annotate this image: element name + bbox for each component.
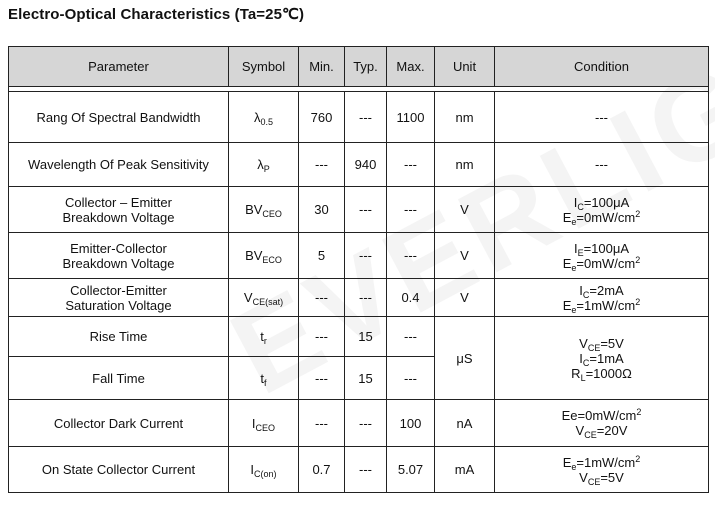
- section-title: Electro-Optical Characteristics (Ta=25℃): [8, 6, 305, 23]
- table-row: [9, 143, 709, 187]
- symbol-cell: $BV_{ECO}$: [229, 233, 299, 279]
- max-cell: 100: [387, 400, 435, 447]
- table-row: [9, 92, 709, 143]
- header-unit: Unit: [435, 47, 495, 87]
- max-cell: ---: [387, 233, 435, 279]
- symbol-cell: $\lambda_{0.5}$: [229, 92, 299, 143]
- max-cell: ---: [387, 357, 435, 400]
- min-cell: ---: [299, 279, 345, 317]
- symbol-cell: $I_{CEO}$: [229, 400, 299, 447]
- min-cell: ---: [299, 400, 345, 447]
- condition-cell: $V_{CE}=5V$ $I_C=1mA$ $R_L=1000\Omega$: [495, 317, 709, 400]
- parameter-cell: Rang Of Spectral Bandwidth: [9, 92, 229, 143]
- table-row: [9, 317, 709, 357]
- typ-cell: ---: [345, 279, 387, 317]
- unit-cell: nm: [435, 92, 495, 143]
- typ-cell: 15: [345, 317, 387, 357]
- max-cell: ---: [387, 143, 435, 187]
- header-parameter: Parameter: [9, 47, 229, 87]
- condition-cell: $Ee=0mW/cm^2$ $V_{CE}=20V$: [495, 400, 709, 447]
- condition-cell: $E_e=1mW/cm^2$ $V_{CE}=5V$: [495, 447, 709, 493]
- typ-cell: ---: [345, 233, 387, 279]
- min-cell: 30: [299, 187, 345, 233]
- max-cell: 1100: [387, 92, 435, 143]
- header-max: Max.: [387, 47, 435, 87]
- condition-cell: $I_C=100\mu A$ $E_e=0mW/cm^2$: [495, 187, 709, 233]
- unit-cell: V: [435, 279, 495, 317]
- typ-cell: ---: [345, 447, 387, 493]
- max-cell: 0.4: [387, 279, 435, 317]
- condition-cell: ---: [495, 92, 709, 143]
- symbol-cell: $\lambda_P$: [229, 143, 299, 187]
- symbol-cell: $BV_{CEO}$: [229, 187, 299, 233]
- unit-cell: nm: [435, 143, 495, 187]
- parameter-cell: On State Collector Current: [9, 447, 229, 493]
- unit-cell: V: [435, 187, 495, 233]
- table-row: [9, 400, 709, 447]
- typ-cell: ---: [345, 400, 387, 447]
- condition-cell: $I_C=2mA$ $E_e=1mW/cm^2$: [495, 279, 709, 317]
- table-row: [9, 233, 709, 279]
- parameter-cell: Emitter-Collector Breakdown Voltage: [9, 233, 229, 279]
- condition-cell: ---: [495, 143, 709, 187]
- max-cell: 5.07: [387, 447, 435, 493]
- condition-cell: $I_E=100\mu A$ $E_e=0mW/cm^2$: [495, 233, 709, 279]
- symbol-cell: $V_{CE(sat)}$: [229, 279, 299, 317]
- parameter-cell: Collector-Emitter Saturation Voltage: [9, 279, 229, 317]
- table-row: [9, 187, 709, 233]
- symbol-cell: $t_f$: [229, 357, 299, 400]
- typ-cell: ---: [345, 92, 387, 143]
- min-cell: ---: [299, 317, 345, 357]
- min-cell: ---: [299, 143, 345, 187]
- typ-cell: ---: [345, 187, 387, 233]
- table-row: [9, 447, 709, 493]
- header-row: [9, 47, 709, 87]
- typ-cell: 940: [345, 143, 387, 187]
- header-symbol: Symbol: [229, 47, 299, 87]
- symbol-cell: $I_{C(on)}$: [229, 447, 299, 493]
- parameter-cell: Fall Time: [9, 357, 229, 400]
- min-cell: ---: [299, 357, 345, 400]
- parameter-cell: Collector Dark Current: [9, 400, 229, 447]
- spec-table: [8, 46, 709, 493]
- min-cell: 0.7: [299, 447, 345, 493]
- unit-cell: nA: [435, 400, 495, 447]
- symbol-cell: $t_r$: [229, 317, 299, 357]
- table-row: [9, 279, 709, 317]
- typ-cell: 15: [345, 357, 387, 400]
- unit-cell: μS: [435, 317, 495, 400]
- unit-cell: V: [435, 233, 495, 279]
- header-min: Min.: [299, 47, 345, 87]
- parameter-cell: Rise Time: [9, 317, 229, 357]
- max-cell: ---: [387, 187, 435, 233]
- parameter-cell: Collector – Emitter Breakdown Voltage: [9, 187, 229, 233]
- header-typ: Typ.: [345, 47, 387, 87]
- max-cell: ---: [387, 317, 435, 357]
- min-cell: 5: [299, 233, 345, 279]
- unit-cell: mA: [435, 447, 495, 493]
- min-cell: 760: [299, 92, 345, 143]
- parameter-cell: Wavelength Of Peak Sensitivity: [9, 143, 229, 187]
- header-condition: Condition: [495, 47, 709, 87]
